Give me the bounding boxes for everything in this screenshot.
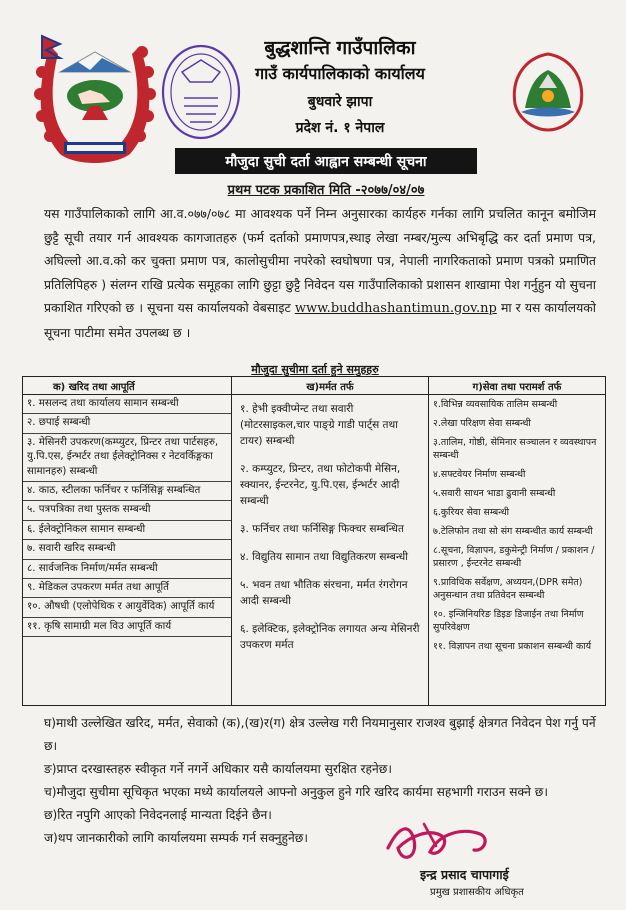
notice-term: घ)माथी उल्लेखित खरिद, मर्मत, सेवाको (क),(ख)र(ग) क्षेत्र उल्लेख गरी नियमानुसार राजश्व बुझाई क्षेत्रगत निवेदन पेश गर्नु पर्ने छ। (44, 716, 596, 753)
nepal-emblem-icon (20, 24, 170, 174)
purchase-item: २. छपाई सम्बन्धी (23, 414, 231, 433)
table-heading: मौजुदा सुचीमा दर्ता हुने समुहहरु (251, 363, 379, 376)
purchase-items-list (23, 395, 231, 637)
notice-body-paragraph (44, 202, 596, 344)
notice-terms (44, 712, 596, 850)
repair-item: ६. इलेक्टिक, इलेक्ट्रोनिक लगायत अन्य मेसिनरी उपकरण मर्मत (240, 623, 420, 651)
repair-column (232, 377, 429, 705)
service-item: २.लेखा परिक्षण सेवा सम्बन्धी (433, 418, 531, 429)
repair-item: १. हेभी इक्वीप्मेन्ट तथा सवारी (मोटरसाइकल,चार पाङ्ग्रे गाडी पार्ट्स तथा टायर) सम्बन्धी (240, 403, 398, 447)
website-link[interactable]: www.buddhashantimun.gov.np (294, 301, 497, 316)
service-column (429, 377, 605, 705)
office-subtitle: गाउँ कार्यपालिकाको कार्यालय (255, 64, 425, 83)
service-item: ७.टेलिफोन तथा सो संग सम्बन्धीत कार्य सम्बन्धी (433, 526, 593, 537)
notice-term: छ)रित नपुगि आएको निवेदनलाई मान्यता दिईने छैन। (44, 808, 272, 822)
repair-item: २. कम्प्युटर, प्रिन्टर, तथा फोटोकपी मेसिन, स्क्यानर, ईन्टरनेट, यु.पि.एस, ईन्भर्टर आदी सम्बन्धी (240, 463, 401, 507)
service-item: ९.प्राविधिक सर्वेक्षण, अध्ययन,(DPR समेत) अनुसन्धान तथा प्रतिवेदन सम्बन्धी (433, 577, 583, 601)
purchase-item: ५. पत्रपत्रिका तथा पुस्तक सम्बन्धी (23, 501, 231, 520)
notice-term: ज)थप जानकारीको लागि कार्यालयमा सम्पर्क गर्न सक्नुहुनेछ। (44, 831, 308, 845)
repair-item: ४. विद्युतिय सामान तथा विद्युतिकरण सम्बन्धी (240, 551, 408, 563)
service-items-list (429, 395, 605, 656)
body-text-end: मा र यस कार्यालयको सूचना पाटीमा समेत उपलब्ध छ । (44, 300, 596, 340)
notice-title-banner: मौजुदा सुची दर्ता आह्वान सम्बन्धी सूचना (175, 148, 477, 174)
notice-term: ङ)प्राप्त दरखास्तहरु स्वीकृत गर्ने नगर्ने अधिकार यसै कार्यालयमा सुरक्षित रहनेछ। (44, 762, 392, 776)
service-column-header: ग)सेवा तथा परामर्श तर्फ (429, 377, 605, 395)
purchase-item: ८. सार्वजनिक निर्माण/मर्मत सम्बन्धी (23, 560, 231, 579)
service-item: १०. इन्जिनियरिङ डिइङ डिजाईन तथा निर्माण सुपरिवेक्षण (433, 609, 584, 633)
purchase-item: ३. मेसिनरी उपकरण(कम्प्युटर, प्रिन्टर तथा पार्टसहरु, यु.पि.एस, ईन्भर्टर तथा ईलेक्ट्रोनिक्स र नेटवर्किङ्गका सामानहरु) सम्बन्धी (23, 434, 231, 482)
purchase-item: ७. सवारी खरिद सम्बन्धी (23, 540, 231, 559)
repair-items-list (232, 395, 428, 659)
purchase-item: ४. काठ, स्टीलका फर्निचर र फर्निसिङ्ग सम्बन्धित (23, 482, 231, 501)
signature-icon (380, 818, 500, 872)
purchase-column-header: क) खरिद तथा आपूर्ति (23, 377, 231, 395)
service-item: ४.सफ्टवेयर निर्माण सम्बन्धी (433, 469, 526, 480)
signatory-title: प्रमुख प्रशासकीय अधिकृत (430, 887, 524, 898)
province-label: प्रदेश नं. १ नेपाल (295, 120, 385, 136)
repair-item: ३. फर्निचर तथा फर्निसिङ्ग फिक्चर सम्बन्धित (240, 523, 404, 535)
signatory-name: इन्द्र प्रसाद चापागाई (420, 867, 509, 882)
municipality-title: बुद्धशान्ति गाउँपालिका (264, 37, 416, 59)
service-item: ६.कुरियर सेवा सम्बन्धी (433, 507, 510, 518)
service-item: १.विभिन्न व्यवसायिक तालिम सम्बन्धी (433, 399, 558, 410)
service-item: ३.तालिम, गोष्ठी, सेमिनार सञ्चालन र व्यवस्थापन सम्बन्धी (433, 437, 597, 461)
purchase-item: ९. मेडिकल उपकरण मर्मत तथा आपूर्ति (23, 579, 231, 598)
notice-term: च)मौजुदा सुचीमा सूचिकृत भएका मध्ये कार्यालयले आफ्नो अनुकुल हुने गरि खरिद कार्यमा सहभागी गराउन सक्ने छ। (44, 785, 548, 799)
service-item: ५.सवारी साधन भाडा ढुवानी सम्बन्धी (433, 488, 556, 499)
purchase-item: १. मसलन्द तथा कार्यालय सामान सम्बन्धी (23, 395, 231, 414)
groups-table (22, 376, 606, 706)
service-item: ११. विज्ञापन तथा सूचना प्रकाशन सम्बन्धी कार्य (433, 641, 592, 652)
service-item: ८.सूचना, विज्ञापन, डकुमेन्ट्री निर्माण / प्रकाशन / प्रसारण , ईन्टरनेट सम्बन्धी (433, 545, 595, 569)
office-location: बुधवारे झापा (307, 94, 373, 110)
body-text-start: यस गाउँपालिकाको लागि आ.व.०७७/०७८ मा आवश्यक पर्ने निम्न अनुसारका कार्यहरु गर्नका लागि प्रचलित कानून बमोजिम छुट्टै सूची तयार गर्न आवश्यक कागजातहरु (फर्म दर्ताको प्रमाणपत्र,स्थाइ लेखा नम्बर/मुल्य अभिबृद्धि कर दर्ता प्रमाण पत्र, अघिल्लो आ.व.को कर चुक्ता प्रमाण पत्र, कालोसुचीमा नपरेको स्वघोषणा पत्र, नेपाली नागरिकताको प्रमाण पत्रको प्रमाणित प्रतिलिपिहरु ) संलग्न राखि प्रत्येक समूहका लागि छुट्टा छुट्टै निवेदन यस गाउँपालिकाको प्रशासन शाखामा पेश गर्नुहुन यो सुचना प्रकाशित गरिएको छ । सूचना यस कार्यालयको वेबसाइट (44, 206, 596, 315)
repair-item: ५. भवन तथा भौतिक संरचना, मर्मत रंगरोगन आदी सम्बन्धी (240, 579, 408, 607)
purchase-item: १०. औषधी (एलोपेथिक र आयुर्वेदिक) आपूर्ति कार्य (23, 598, 231, 617)
purchase-column (23, 377, 232, 705)
repair-column-header: ख)मर्मत तर्फ (232, 377, 428, 395)
purchase-item: ६. ईलेक्ट्रोनिकल सामान सम्बन्धी (23, 521, 231, 540)
first-published-date: प्रथम पटक प्रकाशित मिति -२०७७/०४/०७ (227, 183, 425, 198)
purchase-item: ११. कृषि सामाग्री मल विउ आपूर्ति कार्य (23, 618, 231, 637)
